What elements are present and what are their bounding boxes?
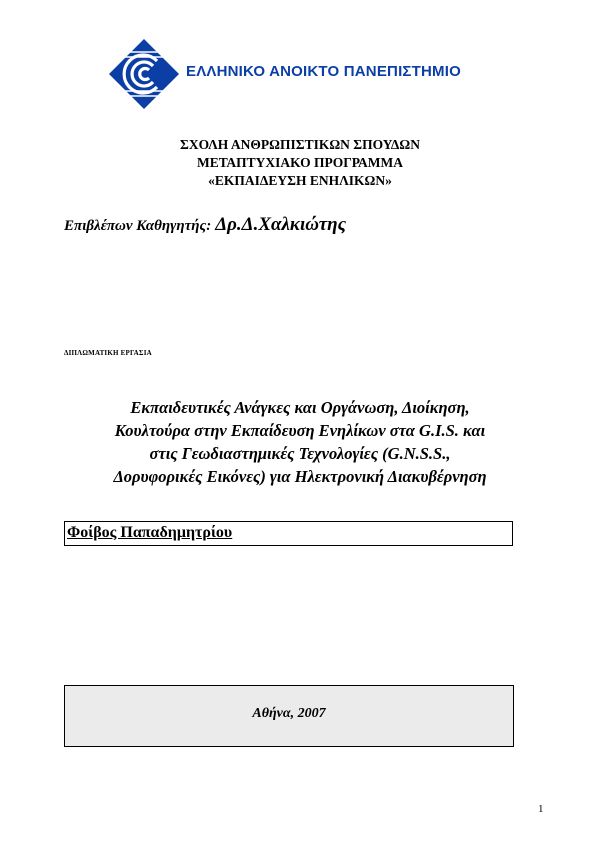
university-logo-icon [108,38,180,110]
supervisor-label: Επιβλέπων Καθηγητής: [64,218,212,234]
school-name: ΣΧΟΛΗ ΑΝΘΡΩΠΙΣΤΙΚΩΝ ΣΠΟΥΔΩΝ [180,137,420,152]
thesis-title-line: Κουλτούρα στην Εκπαίδευση Ενηλίκων στα G.I.S. και [114,421,486,440]
thesis-title-line: στις Γεωδιαστημικές Τεχνολογίες (G.N.S.S., [149,444,451,463]
thesis-type-label: ΔΙΠΛΩΜΑΤΙΚΗ ΕΡΓΑΣΙΑ [64,349,152,357]
place-date-box [64,685,514,747]
supervisor-line [64,214,346,236]
thesis-title-line: Εκπαιδευτικές Ανάγκες και Οργάνωση, Διοίκηση, [130,398,470,417]
author-box [64,521,513,546]
program-name: ΜΕΤΑΠΤΥΧΙΑΚΟ ΠΡΟΓΡΑΜΜΑ [196,155,404,170]
thesis-title-line: Δορυφορικές Εικόνες) για Ηλεκτρονική Διακυβέρνηση [113,467,487,486]
university-name: ΕΛΛΗΝΙΚΟ ΑΝΟΙΚΤΟ ΠΑΝΕΠΙΣΤΗΜΙΟ [186,63,461,80]
page-number: 1 [538,803,544,815]
thesis-title [50,396,550,488]
author-name: Φοίβος Παπαδημητρίου [67,524,233,541]
program-title: «ΕΚΠΑΙΔΕΥΣΗ ΕΝΗΛΙΚΩΝ» [208,173,392,188]
supervisor-name: Δρ.Δ.Χαλκιώτης [215,214,347,235]
school-heading [0,136,600,190]
place-date: Αθήνα, 2007 [252,706,326,721]
